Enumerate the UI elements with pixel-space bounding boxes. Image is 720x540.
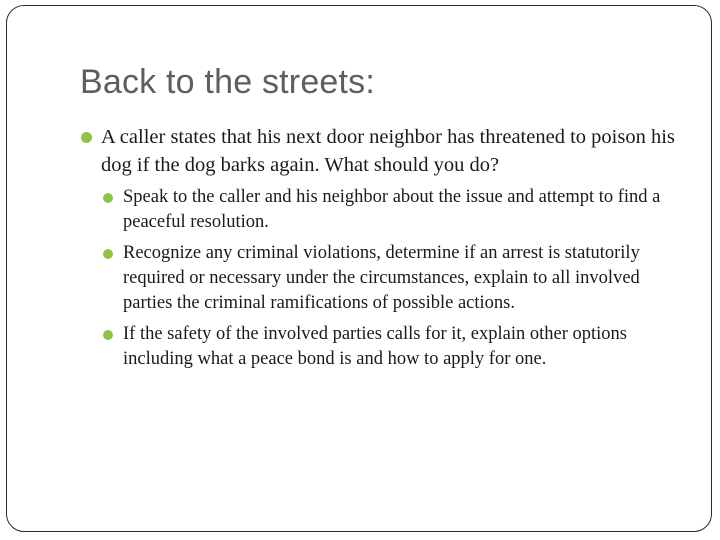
bullet-dot-icon [103,330,113,340]
answer-bullet-3 [103,322,691,372]
answer-bullet-1 [103,185,691,235]
slide-frame [6,5,712,532]
question-bullet [81,123,691,179]
bullet-dot-icon [81,132,92,143]
bullet-dot-icon [103,249,113,259]
answer-text-1: Speak to the caller and his neighbor about the issue and attempt to find a peaceful resolution. [123,187,661,232]
answer-bullet-2 [103,241,691,316]
answer-text-2: Recognize any criminal violations, determine if an arrest is statutorily required or necessary under the circumstances, explain to all involved parties the criminal ramifications of possible actions. [123,243,640,313]
slide-content [81,123,691,372]
question-text: A caller states that his next door neighbor has threatened to poison his dog if the dog barks again. What should you do? [101,126,675,176]
bullet-dot-icon [103,193,113,203]
answer-text-3: If the safety of the involved parties calls for it, explain other options including what a peace bond is and how to apply for one. [123,324,627,369]
slide-title: Back to the streets: [80,63,376,101]
